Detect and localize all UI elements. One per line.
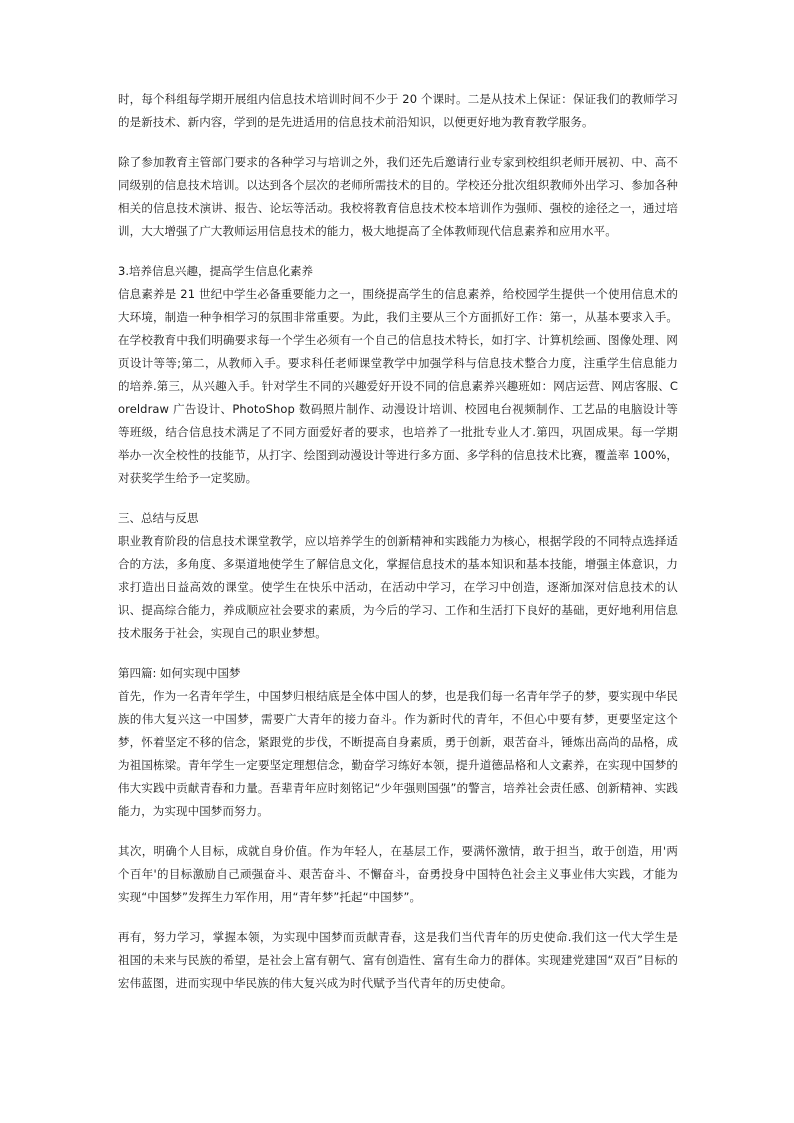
paragraph-furthermore: 再有，努力学习，掌握本领，为实现中国梦而贡献青春，这是我们当代青年的历史使命.我们这一代大学生是祖国的未来与民族的希望，是社会上富有朝气、富有创造性、富有生命力的群体。实现建党建国“双百”目标的宏伟蓝图，进而实现中华民族的伟大复兴成为时代赋予当代青年的历史使命。 [118,930,678,990]
paragraph-firstly: 首先，作为一名青年学生，中国梦归根结底是全体中国人的梦，也是我们每一名青年学子的梦，要实现中华民族的伟大复兴这一中国梦，需要广大青年的接力奋斗。作为新时代的青年，不但心中要有梦，更要坚定这个梦，怀着坚定不移的信念，紧跟党的步伐，不断提高自身素质，勇于创新，艰苦奋斗，锤炼出高尚的品格，成为祖国栋梁。青年学生一定要坚定理想信念，勤奋学习练好本领，提升道德品格和人文素养，在实现中国梦的伟大实践中贡献青春和力量。吾辈青年应时刻铭记“少年强则国强”的警言，培养社会责任感、创新精神、实践能力，为实现中国梦而努力。 [118,689,678,818]
section-heading-summary: 三、总结与反思 [118,511,199,525]
document-page [118,88,678,995]
paragraph-information-literacy: 信息素养是 21 世纪中学生必备重要能力之一，围绕提高学生的信息素养，给校园学生提供一个使用信息术的大环境，制造一种争相学习的氛围非常重要。为此，我们主要从三个方面抓好工作：第一，从基本要求入手。在学校教育中我们明确要求每一个学生必须有一个自己的信息技术特长，如打字、计算机绘画、图像处理、网页设计等等;第二，从教师入手。要求科任老师课堂教学中加强学科与信息技术整合力度，注重学生信息能力的培养.第三，从兴趣入手。针对学生不同的兴趣爱好开设不同的信息素养兴趣班如：网店运营、网店客服、Coreldraw 广告设计、PhotoShop 数码照片制作、动漫设计培训、校园电台视频制作、工艺品的电脑设计等等班级，结合信息技术满足了不同方面爱好者的要求，也培养了一批批专业人才.第四，巩固成果。每一学期举办一次全校性的技能节，从打字、绘图到动漫设计等进行多方面、多学科的信息技术比赛，覆盖率 100%，对获奖学生给予一定奖励。 [118,287,678,485]
paragraph-summary: 职业教育阶段的信息技术课堂教学，应以培养学生的创新精神和实践能力为核心，根据学段的不同特点选择适合的方法，多角度、多渠道地使学生了解信息文化，掌握信息技术的基本知识和基本技能，增强主体意识，力求打造出日益高效的课堂。使学生在快乐中活动，在活动中学习，在学习中创造，逐渐加深对信息技术的认识、提高综合能力，养成顺应社会要求的素质，为今后的学习、工作和生活打下良好的基础，更好地利用信息技术服务于社会，实现自己的职业梦想。 [118,534,678,640]
paragraph-expert-training: 除了参加教育主管部门要求的各种学习与培训之外，我们还先后邀请行业专家到校组织老师开展初、中、高不同级别的信息技术培训。以达到各个层次的老师所需技术的目的。学校还分批次组织教师外出学习、参加各种相关的信息技术演讲、报告、论坛等活动。我校将教育信息技术校本培训作为强师、强校的途径之一，通过培训，大大增强了广大教师运用信息技术的能力，极大地提高了全体教师现代信息素养和应用水平。 [118,155,678,238]
section-heading-student-interest: 3.培养信息兴趣，提高学生信息化素养 [118,264,313,278]
chapter-title-chinese-dream: 第四篇: 如何实现中国梦 [118,666,241,680]
paragraph-teacher-training-hours: 时，每个科组每学期开展组内信息技术培训时间不少于 20 个课时。二是从技术上保证：保证我们的教师学习的是新技术、新内容，学到的是先进适用的信息技术前沿知识，以便更好地为教育教学服务。 [118,92,678,129]
paragraph-secondly: 其次，明确个人目标，成就自身价值。作为年轻人，在基层工作，要满怀激情，敢于担当，敢于创造，用'两个百年'的目标激励自己顽强奋斗、艰苦奋斗、不懈奋斗，奋勇投身中国特色社会主义事业伟大实践，才能为实现“中国梦”发挥生力军作用，用“青年梦”托起“中国梦”。 [118,844,678,904]
